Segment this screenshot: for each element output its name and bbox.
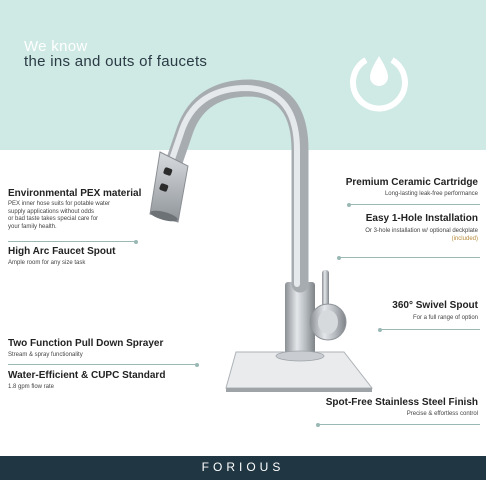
hero-line-1: We know (24, 38, 88, 55)
leader-line (8, 364, 196, 365)
feature-desc-installation: Or 3-hole installation w/ optional deckplate (365, 228, 478, 234)
leader-line (349, 204, 480, 205)
feature-desc-cupc: 1.8 gpm flow rate (8, 384, 55, 390)
feature-title-cartridge: Premium Ceramic Cartridge (345, 177, 478, 188)
leader-line (8, 241, 135, 242)
leader-dot (337, 256, 341, 260)
leader-line (339, 257, 480, 258)
leader-dot (347, 203, 351, 207)
leader-line (380, 329, 480, 330)
feature-title-arc: High Arc Faucet Spout (8, 246, 116, 257)
feature-desc-cartridge: Long-lasting leak-free performance (384, 191, 478, 197)
brand-logo: FORIOUS (201, 460, 285, 474)
feature-desc-sprayer: Stream & spray functionality (8, 352, 83, 358)
feature-desc-arc: Ample room for any size task (8, 260, 86, 266)
desc-line: your family health. (8, 223, 57, 230)
feature-desc-pex (8, 201, 110, 231)
feature-title-finish: Spot-Free Stainless Steel Finish (325, 397, 478, 408)
feature-title-installation: Easy 1-Hole Installation (365, 213, 478, 224)
desc-line: or bad taste takes special care for (8, 216, 99, 222)
feature-title-pex: Environmental PEX material (8, 188, 142, 199)
desc-line: PEX inner hose suits for potable water (8, 201, 111, 207)
hero-line-2: the ins and outs of faucets (24, 53, 208, 70)
feature-desc-finish: Precise & effortless control (406, 411, 478, 417)
footer-bar (0, 456, 486, 480)
leader-dot (195, 363, 199, 367)
feature-title-sprayer: Two Function Pull Down Sprayer (8, 338, 164, 349)
leader-dot (134, 240, 138, 244)
feature-title-swivel: 360° Swivel Spout (392, 300, 478, 311)
leader-line (318, 424, 480, 425)
leader-dot (378, 328, 382, 332)
feature-desc-swivel: For a full range of option (412, 315, 478, 321)
leader-dot (316, 423, 320, 427)
feature-note-included: (included) (451, 236, 478, 242)
desc-line: supply applications without odds (8, 208, 95, 215)
feature-title-cupc: Water-Efficient & CUPC Standard (8, 370, 166, 381)
